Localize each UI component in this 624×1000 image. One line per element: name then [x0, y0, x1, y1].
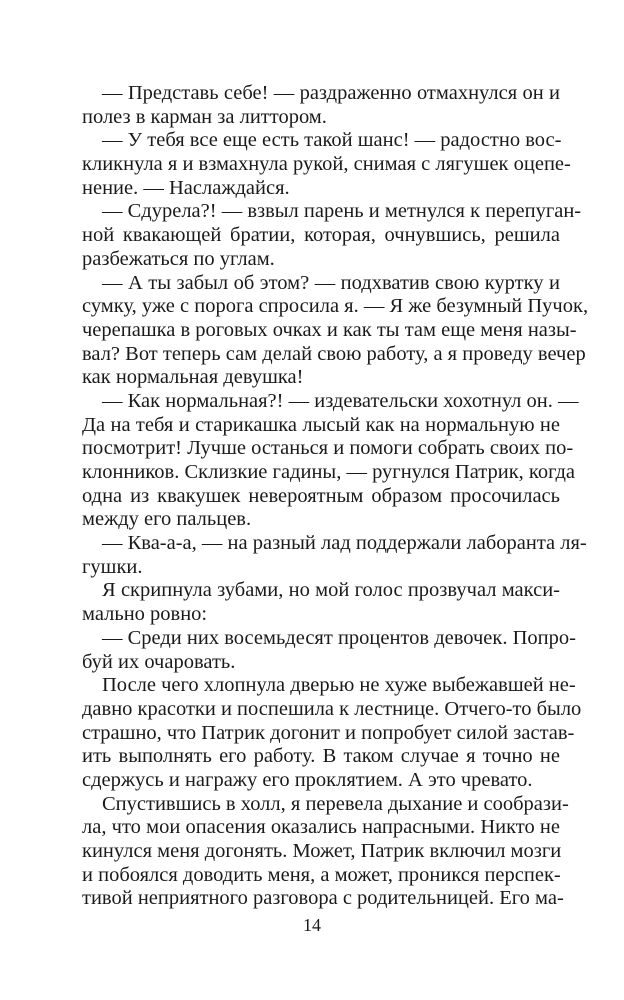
- text-line: — Как нормальная?! — издевательски хохотнул он. —: [102, 389, 579, 412]
- text-line: — Ква-а-а, — на разный лад поддержали лаборанта ля-: [102, 532, 587, 555]
- text-line: — Представь себе! — раздраженно отмахнулся он и: [102, 82, 560, 104]
- text-line: посмотрит! Лучше останься и помоги собрать своих по-: [82, 437, 574, 460]
- text-line: Спустившись в холл, я перевела дыхание и сообрази-: [102, 792, 569, 815]
- text-line: тивой неприятного разговора с родительницей. Его ма-: [82, 887, 564, 910]
- text-line: ла, что мои опасения оказались напрасными. Никто не: [82, 816, 560, 839]
- text-line: между его пальцев.: [82, 508, 252, 531]
- text-line: После чего хлопнула дверью не хуже выбежавшей не-: [102, 674, 576, 697]
- text-line: буй их очаровать.: [82, 650, 236, 673]
- text-line: Я скрипнула зубами, но мой голос прозвучал макси-: [102, 579, 560, 602]
- text-line: ной квакающей братии, которая, очнувшись, решила: [82, 224, 560, 247]
- text-line: гушки.: [82, 555, 143, 578]
- text-line: клонников. Склизкие гадины, — ругнулся Патрик, когда: [82, 461, 576, 483]
- text-line: кликнула я и взмахнула рукой, снимая с лягушек оцепе-: [82, 153, 571, 176]
- text-line: страшно, что Патрик догонит и попробует силой застав-: [82, 721, 575, 744]
- text-line: сумку, уже с порога спросила я. — Я же безумный Пучок,: [82, 295, 589, 318]
- text-line: одна из квакушек невероятным образом просочилась: [82, 484, 560, 507]
- page-body: [82, 82, 589, 911]
- text-line: черепашка в роговых очках и как ты там еще меня назы-: [82, 318, 577, 341]
- page-number: 14: [303, 915, 321, 935]
- text-line: — У тебя все еще есть такой шанс! — радостно вос-: [102, 129, 562, 152]
- text-line: Да на тебя и старикашка лысый как на нормальную не: [82, 413, 560, 436]
- text-line: полез в карман за литтором.: [82, 105, 327, 128]
- text-line: ить выполнять его работу. В таком случае я точно не: [82, 745, 560, 768]
- text-line: — Сдурела?! — взвыл парень и метнулся к перепуган-: [102, 200, 582, 223]
- text-line: нение. — Наслаждайся.: [82, 176, 290, 199]
- text-line: — А ты забыл об этом? — подхватив свою куртку и: [102, 271, 560, 294]
- text-line: разбежаться по углам.: [82, 247, 275, 270]
- text-line: кинулся меня догонять. Может, Патрик включил мозги: [82, 840, 562, 862]
- text-line: — Среди них восемьдесят процентов девочек. Попро-: [102, 626, 576, 649]
- text-line: вал? Вот теперь сам делай свою работу, а я проведу вечер: [82, 342, 586, 365]
- text-line: мально ровно:: [82, 603, 208, 626]
- text-line: сдержусь и награжу его проклятием. А это чревато.: [82, 768, 533, 791]
- text-line: и побоялся доводить меня, а может, проникся перспек-: [82, 863, 561, 886]
- text-line: давно красотки и поспешила к лестнице. Отчего-то было: [82, 697, 582, 720]
- text-line: как нормальная девушка!: [82, 366, 304, 389]
